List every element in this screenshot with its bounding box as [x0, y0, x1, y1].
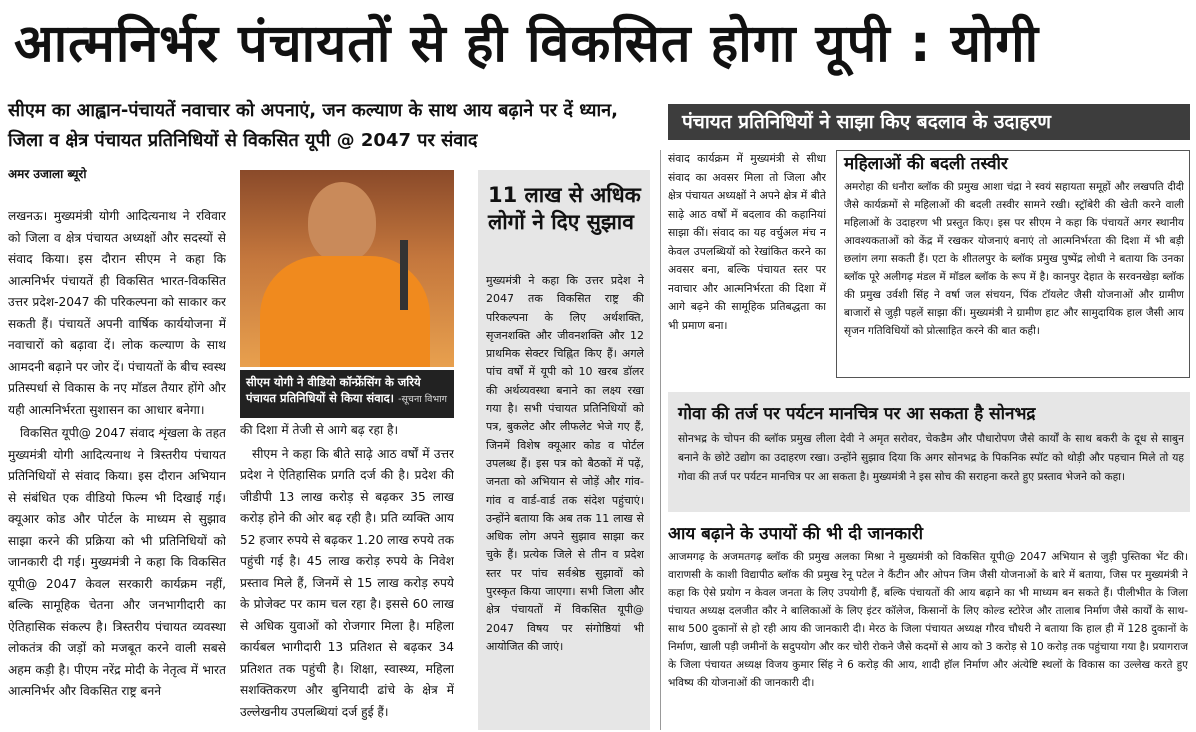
- column-1-paragraph: विकसित यूपी@ 2047 संवाद शृंखला के तहत मुख्यमंत्री योगी आदित्यनाथ ने त्रिस्तरीय पंचायत प्रतिनिधियों से संवाद किया। इस दौरान अभियान से संबंधित एक वीडियो फिल्म भी दिखाई गई। क्यूआर कोड और पोर्टल के माध्यम से सुझाव साझा करने की प्रक्रिया को भी प्रतिनिधियों को जानकारी दी गई। मुख्यमंत्री ने कहा कि विकसित यूपी@ 2047 केवल सरकारी कार्यक्रम नहीं, बल्कि सामूहिक चेतना और जनभागीदारी का ऐतिहासिक संकल्प है। त्रिस्तरीय पंचायत व्यवस्था लोकतंत्र की जड़ों को मजबूत करने वाली सबसे अहम कड़ी है। पीएम नरेंद्र मोदी के नेतृत्व में भारत आत्मनिर्भर और विकसित राष्ट्र बनने: [8, 426, 226, 698]
- byline: अमर उजाला ब्यूरो: [8, 167, 87, 181]
- suggestions-title: 11 लाख से अधिक लोगों ने दिए सुझाव: [488, 183, 641, 234]
- column-2-paragraph: सीएम ने कहा कि बीते साढ़े आठ वर्षों में उत्तर प्रदेश ने ऐतिहासिक प्रगति दर्ज की है। प्रदेश की जीडीपी 13 लाख करोड़ से बढ़कर 35 लाख करोड़ होने की ओर बढ़ रही है। प्रति व्यक्ति आय 52 हजार रुपये से बढ़कर 1.20 लाख रुपये तक पहुंची गई है। 45 लाख करोड़ रुपये के निवेश प्रस्ताव मिले हैं, जिनमें से 15 लाख करोड़ रुपये के प्रोजेक्ट पर काम चल रहा है। इससे 60 लाख से अधिक युवाओं को रोजगार मिला है। महिला कार्यबल भागीदारी 13 प्रतिशत से बढ़कर 34 प्रतिशत तक पहुंची है। शिक्षा, स्वास्थ्य, महिला सशक्तिकरण और बुनियादी ढांचे के क्षेत्र में उल्लेखनीय उपलब्धियां दर्ज हुई हैं।: [240, 446, 454, 719]
- subdeck: सीएम का आह्वान-पंचायतें नवाचार को अपनाएं, जन कल्याण के साथ आय बढ़ाने पर दें ध्यान, जिला व क्षेत्र पंचायत प्रतिनिधियों से विकसित यूपी @ 2047 पर संवाद: [8, 100, 618, 151]
- column-1-paragraph: लखनऊ। मुख्यमंत्री योगी आदित्यनाथ ने रविवार को जिला व क्षेत्र पंचायत अध्यक्षों और सदस्यों से संवाद किया। इस दौरान सीएम ने कहा कि आत्मनिर्भर पंचायतें ही विकसित भारत-विकसित उत्तर प्रदेश-2047 की परिकल्पना को साकार कर सकती हैं। पंचायतें अपनी वार्षिक कार्ययोजना में नवाचारों को बढ़ावा दें। लोक कल्याण के साथ आमदनी बढ़ाने पर जोर दें। पंचायतों के बीच स्वस्थ प्रतिस्पर्धा से विकास के नए मॉडल तैयार होंगे और यही आत्मनिर्भरता सुशासन का आधार बनेगा।: [8, 209, 226, 417]
- headline: आत्मनिर्भर पंचायतों से ही विकसित होगा यूपी : योगी: [14, 14, 1040, 74]
- women-box-title: महिलाओं की बदली तस्वीर: [844, 154, 1008, 174]
- column-1: [8, 206, 226, 730]
- suggestions-paragraph: मुख्यमंत्री ने कहा कि उत्तर प्रदेश ने 2047 तक विकसित राष्ट्र की परिकल्पना के लिए अर्थशक्ति, सृजनशक्ति और जीवनशक्ति और 12 प्राथमिक सेक्टर चिह्नित किए हैं। अगले पांच वर्षों में यूपी को 10 खरब डॉलर की अर्थव्यवस्था बनाने का लक्ष्य रखा गया है। सभी पंचायत प्रतिनिधियों को पत्र, बुकलेट और लीफलेट भेजे गए हैं, जिनमें विशेष क्यूआर कोड व पोर्टल उपलब्ध हैं। इस पत्र को बैठकों में पढ़ें, जनता को अभियान से जोड़ें और गांव-गांव व वार्ड-वार्ड तक संदेश पहुंचाएं। उन्होंने बताया कि अब तक 11 लाख से अधिक लोग अपने सुझाव साझा कर चुके हैं। प्रत्येक जिले से तीन व प्रदेश स्तर पर पांच सर्वश्रेष्ठ सुझावों को पुरस्कृत किया जाएगा। सभी जिला और क्षेत्र पंचायतों में विकसित यूपी@ 2047 विषय पर संगोष्ठियां भी आयोजित की जाएं।: [486, 274, 644, 653]
- cm-photo: [240, 170, 454, 367]
- right-intro-paragraph: संवाद कार्यक्रम में मुख्यमंत्री से सीधा संवाद का अवसर मिला तो जिला और क्षेत्र पंचायत अध्यक्षों ने अपने क्षेत्र में बीते साढ़े आठ वर्षों में बदलाव की कहानियां साझा कीं। संवाद का यह वर्चुअल मंच न केवल उपलब्धियों को रेखांकित करने का अवसर बना, बल्कि पंचायत स्तर पर नवाचार और आत्मनिर्भरता की दिशा में आगे बढ़ने की सामूहिक प्रतिबद्धता का भी प्रमाण बना।: [668, 152, 826, 332]
- income-section-body: [668, 548, 1188, 730]
- photo-caption: [240, 370, 454, 418]
- column-2: [240, 420, 454, 730]
- income-section-paragraph: आजमगढ़ के अजमतगढ़ ब्लॉक की प्रमुख अलका मिश्रा ने मुख्यमंत्री को विकसित यूपी@ 2047 अभियान से जुड़ी पुस्तिका भेंट की। वाराणसी के काशी विद्यापीठ ब्लॉक की प्रमुख रेनू पटेल ने कैंटीन और ओपन जिम जैसी योजनाओं के बारे में बताया, जिस पर मुख्यमंत्री ने कहा कि ऐसे प्रयोग न केवल जनता के लिए उपयोगी हैं, बल्कि पंचायतों की आय बढ़ाने का भी माध्यम बन सकते हैं। पीलीभीत के जिला पंचायत अध्यक्ष दलजीत कौर ने बालिकाओं के लिए इंटर कॉलेज, किसानों के लिए कोल्ड स्टोरेज और तालाब निर्माण जैसे कार्यों के साथ-साथ 500 दुकानों से हो रही आय की जानकारी दी। मेरठ के जिला पंचायत अध्यक्ष गौरव चौधरी ने बताया कि हाल ही में 128 दुकानों के निर्माण, खाली पड़ी जमीनों के सदुपयोग और कर चोरी रोकने जैसे कदमों से आय को 3 करोड़ से 10 करोड़ तक पहुंचाया गया है। प्रयागराज के जिला पंचायत अध्यक्ष विजय कुमार सिंह ने 6 करोड़ की आय, शादी हॉल निर्माण और अंत्येष्टि स्थलों के विकास का उल्लेख करते हुए भविष्य की योजनाओं की जानकारी दी।: [668, 551, 1188, 689]
- right-intro-text: [668, 150, 826, 380]
- goa-box-paragraph: सोनभद्र के चोपन की ब्लॉक प्रमुख लीला देवी ने अमृत सरोवर, चेकडैम और पौधारोपण जैसे कार्यों के साथ बकरी के दूध से साबुन बनाने के छोटे उद्योग का उदाहरण रखा। उन्होंने सुझाव दिया कि अगर सोनभद्र के पिकनिक स्पॉट को थोड़ी और पहचान मिले तो यह गोवा की तर्ज पर पर्यटन मानचित्र पर आ सकता है। मुख्यमंत्री ने इस सोच की सराहना करते हुए प्रस्ताव भेजने को कहा।: [678, 433, 1184, 483]
- goa-box-title: गोवा की तर्ज पर पर्यटन मानचित्र पर आ सकता है सोनभद्र: [678, 404, 1036, 424]
- photo-credit: -सूचना विभाग: [398, 394, 447, 405]
- women-box-paragraph: अमरोहा की धनौरा ब्लॉक की प्रमुख आशा चंद्रा ने स्वयं सहायता समूहों और लखपति दीदी जैसे कार्यक्रमों से महिलाओं की बदली तस्वीर सामने रखी। स्ट्रॉबेरी की खेती करने वाली महिलाओं के उदाहरण भी प्रस्तुत किए। इस पर सीएम ने कहा कि पंचायतें अगर स्थानीय आवश्यकताओं को केंद्र में रखकर योजनाएं बनाएं तो आत्मनिर्भरता की दिशा में भी बड़ी छलांग लगा सकती हैं। एटा के शीतलपुर के ब्लॉक प्रमुख पुष्पेंद्र लोधी ने बताया कि उनका ब्लॉक पूरे अलीगढ़ मंडल में मॉडल ब्लॉक के रूप में है। कानपुर देहात के सरवनखेड़ा ब्लॉक की प्रमुख उर्वशी सिंह ने वर्षा जल संचयन, पिंक टॉयलेट जैसी योजनाओं और ग्रामीण बाजारों से जुड़ी पहलें साझा कीं। मुख्यमंत्री ने ग्रामीण हाट और सामुदायिक हाल जैसी आय सृजन गतिविधियों को प्रोत्साहित करने की बात कही।: [844, 181, 1184, 337]
- caption-text: सीएम योगी ने वीडियो कॉन्फ्रेंसिंग के जरिये पंचायत प्रतिनिधियों से किया संवाद।: [246, 375, 421, 405]
- right-section-banner: पंचायत प्रतिनिधियों ने साझा किए बदलाव के उदाहरण: [668, 104, 1190, 140]
- goa-box-body: [678, 430, 1184, 510]
- suggestions-body: [486, 272, 644, 728]
- column-2-paragraph: की दिशा में तेजी से आगे बढ़ रहा है।: [240, 423, 399, 437]
- women-box-body: [844, 178, 1184, 376]
- income-section-title: आय बढ़ाने के उपायों की भी दी जानकारी: [668, 524, 923, 544]
- column-divider: [660, 150, 661, 730]
